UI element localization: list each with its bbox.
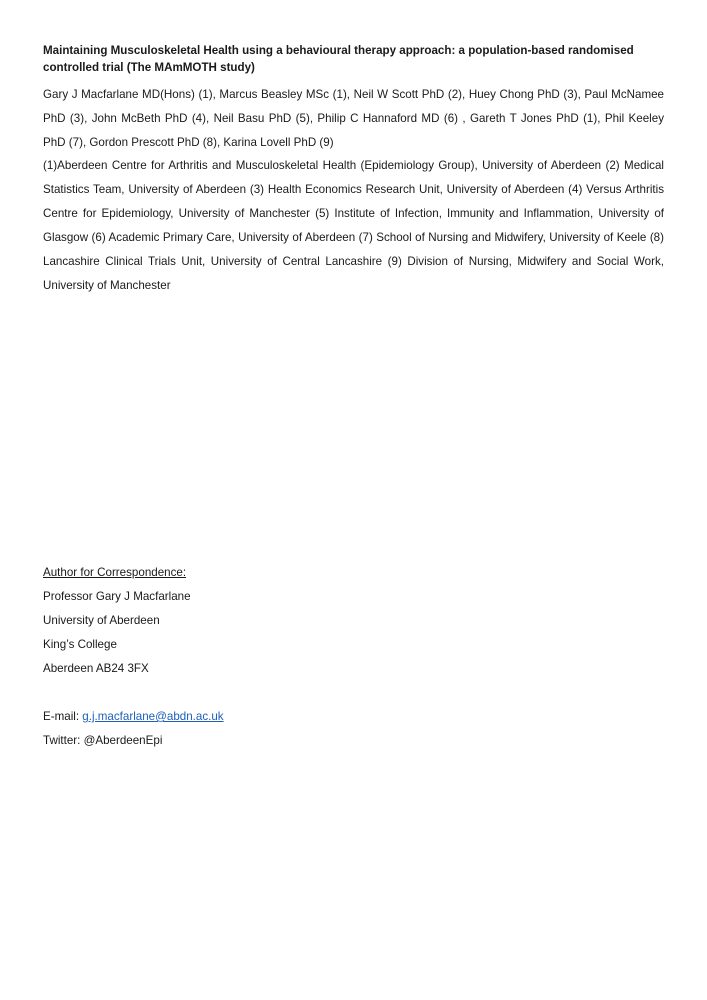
document-page [43,0,664,1000]
correspondence-name: Professor Gary J Macfarlane [43,590,191,603]
correspondence-address: Aberdeen AB24 3FX [43,662,149,675]
email-label: E-mail: [43,710,83,723]
paper-title: Maintaining Musculoskeletal Health using a behavioural therapy approach: a population-based randomised controlled trial (The MAmMOTH study) [43,44,634,74]
affiliation-list: (1)Aberdeen Centre for Arthritis and Musculoskeletal Health (Epidemiology Group), University of Aberdeen (2) Medical Statistics Team, University of Aberdeen (3) Health Economics Research Unit, University of Aberdeen (4) Versus Arthritis Centre for Epidemiology, University of Manchester (5) Institute of Infection, Immunity and Inflammation, University of Glasgow (6) Academic Primary Care, University of Aberdeen (7) School of Nursing and Midwifery, University of Keele (8) Lancashire Clinical Trials Unit, University of Central Lancashire (9) Division of Nursing, Midwifery and Social Work, University of Manchester [43,159,664,292]
author-list: Gary J Macfarlane MD(Hons) (1), Marcus Beasley MSc (1), Neil W Scott PhD (2), Huey Chong PhD (3), Paul McNamee PhD (3), John McBeth PhD (4), Neil Basu PhD (5), Philip C Hannaford MD (6) , Gareth T Jones PhD (1), Phil Keeley PhD (7), Gordon Prescott PhD (8), Karina Lovell PhD (9) [43,88,664,149]
correspondence-institution: University of Aberdeen [43,614,160,627]
twitter-handle: Twitter: @AberdeenEpi [43,734,163,747]
correspondence-college: King’s College [43,638,117,651]
correspondence-heading: Author for Correspondence: [43,566,187,579]
email-line [43,705,224,729]
email-link[interactable]: g.j.macfarlane@abdn.ac.uk [82,710,224,723]
blank-line [43,681,224,705]
correspondence-block [43,561,224,753]
